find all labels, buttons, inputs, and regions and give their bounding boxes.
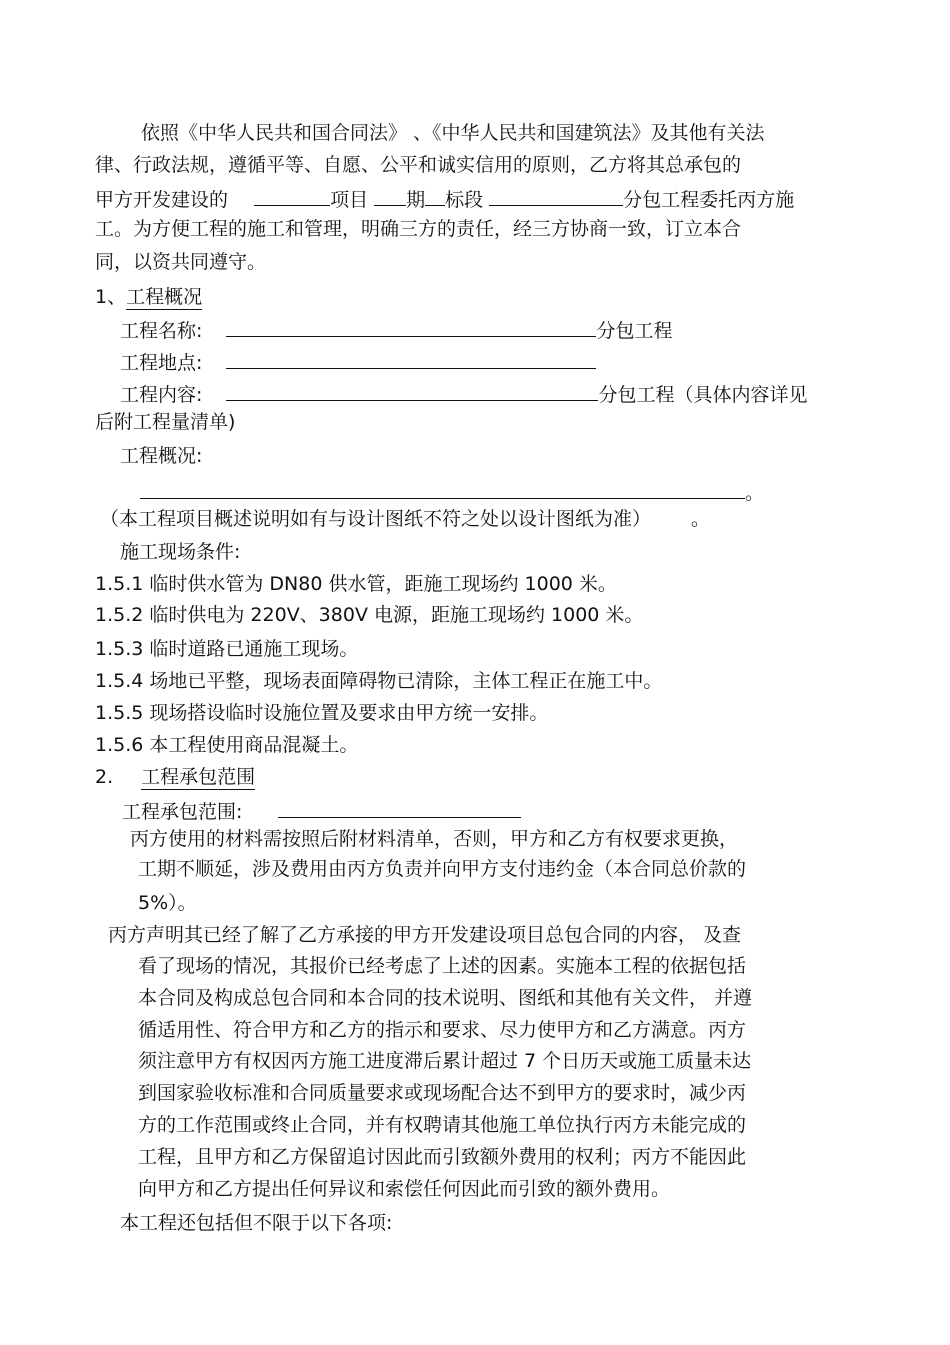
intro-line-2: 律、行政法规，遵循平等、自愿、公平和诚实信用的原则，乙方将其总承包的 — [95, 154, 742, 176]
overview-note — [100, 507, 710, 531]
project-overview-row — [140, 478, 764, 505]
scope-field — [278, 797, 521, 818]
scope-label: 工程承包范围: — [122, 801, 243, 823]
materials-line-3: 5%）。 — [138, 892, 197, 914]
project-content-field — [226, 380, 598, 401]
intro-line-3-b: 项目 — [330, 189, 369, 211]
project-content-label: 工程内容: — [120, 384, 203, 406]
materials-line-2: 工期不顺延，涉及费用由丙方负责并向甲方支付违约金（本合同总价款的 — [138, 858, 747, 880]
project-overview-end: 。 — [745, 482, 765, 504]
intro-line-1: 依照《中华人民共和国合同法》 、《中华人民共和国建筑法》及其他有关法 — [141, 122, 765, 144]
intro-line-5: 同，以资共同遵守。 — [95, 251, 267, 273]
project-content-suffix: 分包工程（具体内容详见 — [598, 384, 808, 406]
site-item-4: 1.5.4 场地已平整，现场表面障碍物已清除，主体工程正在施工中。 — [95, 670, 663, 692]
project-name-row — [120, 316, 672, 343]
declaration-line-3: 本合同及构成总包合同和本合同的技术说明、图纸和其他有关文件， 并遵 — [138, 987, 753, 1009]
section-1-number: 1、 — [95, 286, 127, 308]
overview-note-text: （本工程项目概述说明如有与设计图纸不符之处以设计图纸为准） — [100, 508, 652, 530]
intro-line-3-e: 分包工程委托丙方施 — [623, 189, 795, 211]
project-place-row — [120, 348, 596, 375]
project-overview-label: 工程概况: — [120, 445, 203, 467]
section-1-heading — [95, 285, 202, 309]
declaration-line-2: 看了现场的情况，其报价已经考虑了上述的因素。实施本工程的依据包括 — [138, 955, 747, 977]
declaration-line-4: 循适用性、符合甲方和乙方的指示和要求、尽力使甲方和乙方满意。丙方 — [138, 1019, 747, 1041]
site-conditions-label: 施工现场条件: — [120, 541, 241, 563]
declaration-line-9: 向甲方和乙方提出任何异议和索偿任何因此而引致的额外费用。 — [138, 1178, 671, 1200]
intro-line-3-a: 甲方开发建设的 — [95, 189, 229, 211]
project-name-field — [226, 316, 596, 337]
site-item-3: 1.5.3 临时道路已通施工现场。 — [95, 638, 359, 660]
section-1-title: 工程概况 — [126, 286, 203, 308]
section-2-number: 2. — [95, 766, 114, 788]
site-item-2: 1.5.2 临时供电为 220V、380V 电源，距施工现场约 1000 米。 — [95, 604, 644, 626]
intro-line-3 — [95, 185, 794, 212]
section-2-heading — [95, 765, 255, 789]
phase-blank — [374, 185, 406, 206]
scope-more-label: 本工程还包括但不限于以下各项: — [120, 1212, 393, 1234]
intro-line-3-c: 期 — [406, 189, 426, 211]
project-content-row — [120, 380, 807, 407]
section-2-title: 工程承包范围 — [141, 766, 256, 788]
project-place-field — [226, 348, 596, 369]
project-content-cont: 后附工程量清单) — [95, 411, 236, 433]
project-name-label: 工程名称: — [120, 320, 203, 342]
declaration-line-8: 工程，且甲方和乙方保留追讨因此而引致额外费用的权利；丙方不能因此 — [138, 1146, 747, 1168]
declaration-line-7: 方的工作范围或终止合同，并有权聘请其他施工单位执行丙方未能完成的 — [138, 1114, 747, 1136]
phase-blank-2 — [425, 185, 445, 206]
intro-line-4: 工。为方便工程的施工和管理，明确三方的责任，经三方协商一致，订立本合 — [95, 218, 742, 240]
materials-line-1: 丙方使用的材料需按照后附材料清单，否则，甲方和乙方有权要求更换， — [130, 828, 739, 850]
site-item-5: 1.5.5 现场搭设临时设施位置及要求由甲方统一安排。 — [95, 702, 549, 724]
site-item-1: 1.5.1 临时供水管为 DN80 供水管，距施工现场约 1000 米。 — [95, 573, 617, 595]
intro-line-3-d: 标段 — [445, 189, 484, 211]
project-place-label: 工程地点: — [120, 352, 203, 374]
project-overview-field — [140, 478, 745, 499]
declaration-line-1: 丙方声明其已经了解了乙方承接的甲方开发建设项目总包合同的内容， 及查 — [108, 924, 742, 946]
site-item-6: 1.5.6 本工程使用商品混凝土。 — [95, 734, 359, 756]
project-name-blank — [254, 185, 330, 206]
overview-note-end: 。 — [691, 508, 711, 530]
declaration-line-6: 到国家验收标准和合同质量要求或现场配合达不到甲方的要求时，减少丙 — [138, 1082, 747, 1104]
declaration-line-5: 须注意甲方有权因丙方施工进度滞后累计超过 7 个日历天或施工质量未达 — [138, 1050, 752, 1072]
section-blank — [489, 185, 623, 206]
scope-row — [122, 797, 521, 824]
project-name-suffix: 分包工程 — [596, 320, 673, 342]
